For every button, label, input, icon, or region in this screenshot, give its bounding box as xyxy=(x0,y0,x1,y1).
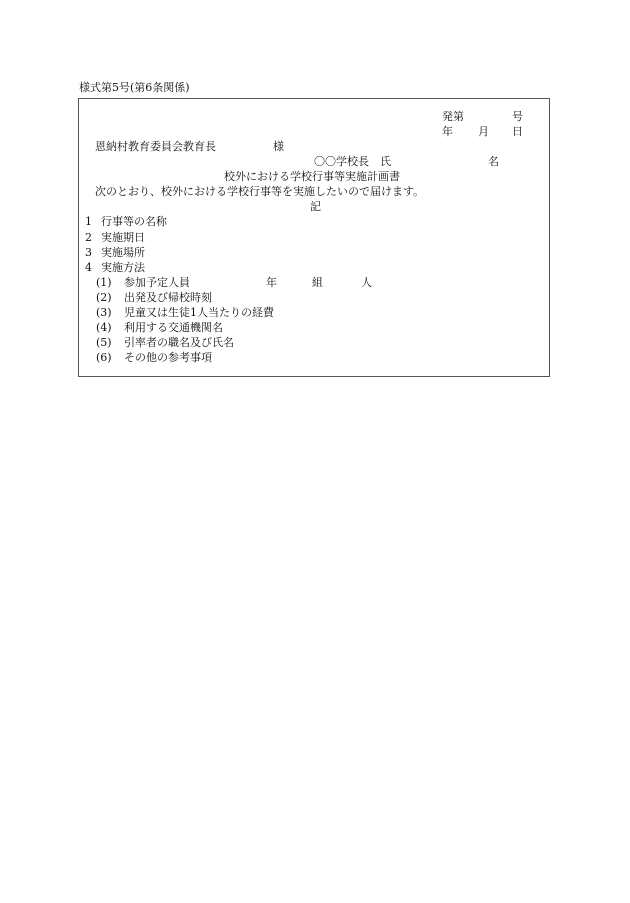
document-title: 校外における学校行事等実施計画書 xyxy=(224,170,400,183)
sub-item-label: 利用する交通機関名 xyxy=(124,321,223,334)
item-label: 行事等の名称 xyxy=(101,215,167,228)
sub-item-label: 出発及び帰校時刻 xyxy=(124,291,212,304)
sender-title: 〇〇学校長 氏 xyxy=(314,155,391,168)
ki-label: 記 xyxy=(310,200,321,213)
sub-item-number: (6) xyxy=(96,351,112,364)
addressee-name: 恩納村教育委員会教育長 xyxy=(95,140,216,153)
item-number: 2 xyxy=(85,231,92,244)
sub-item-number: (4) xyxy=(96,321,112,334)
item-label: 実施期日 xyxy=(101,231,145,244)
sub-item-label: 参加予定人員 xyxy=(124,276,190,289)
sub-item-label: 引率者の職名及び氏名 xyxy=(124,336,234,349)
date-year: 年 xyxy=(442,125,453,138)
item-number: 3 xyxy=(85,246,92,259)
participants-year: 年 xyxy=(266,276,277,289)
issue-number-prefix: 発第 xyxy=(442,110,464,123)
sender-name-label: 名 xyxy=(488,155,499,168)
sub-item-number: (1) xyxy=(96,276,112,289)
addressee-honorific: 様 xyxy=(273,140,284,153)
sub-item-label: 児童又は生徒1人当たりの経費 xyxy=(124,306,274,319)
participants-people: 人 xyxy=(361,276,372,289)
item-label: 実施場所 xyxy=(101,246,145,259)
item-number: 4 xyxy=(85,261,92,274)
form-number-label: 様式第5号(第6条関係) xyxy=(79,81,190,94)
item-label: 実施方法 xyxy=(101,261,145,274)
date-month: 月 xyxy=(478,125,489,138)
issue-number-suffix: 号 xyxy=(512,110,523,123)
participants-class: 組 xyxy=(312,276,323,289)
intro-text: 次のとおり、校外における学校行事等を実施したいので届けます。 xyxy=(95,185,425,198)
sub-item-label: その他の参考事項 xyxy=(124,351,212,364)
date-day: 日 xyxy=(512,125,523,138)
item-number: 1 xyxy=(85,215,92,228)
sub-item-number: (3) xyxy=(96,306,112,319)
sub-item-number: (5) xyxy=(96,336,112,349)
sub-item-number: (2) xyxy=(96,291,112,304)
